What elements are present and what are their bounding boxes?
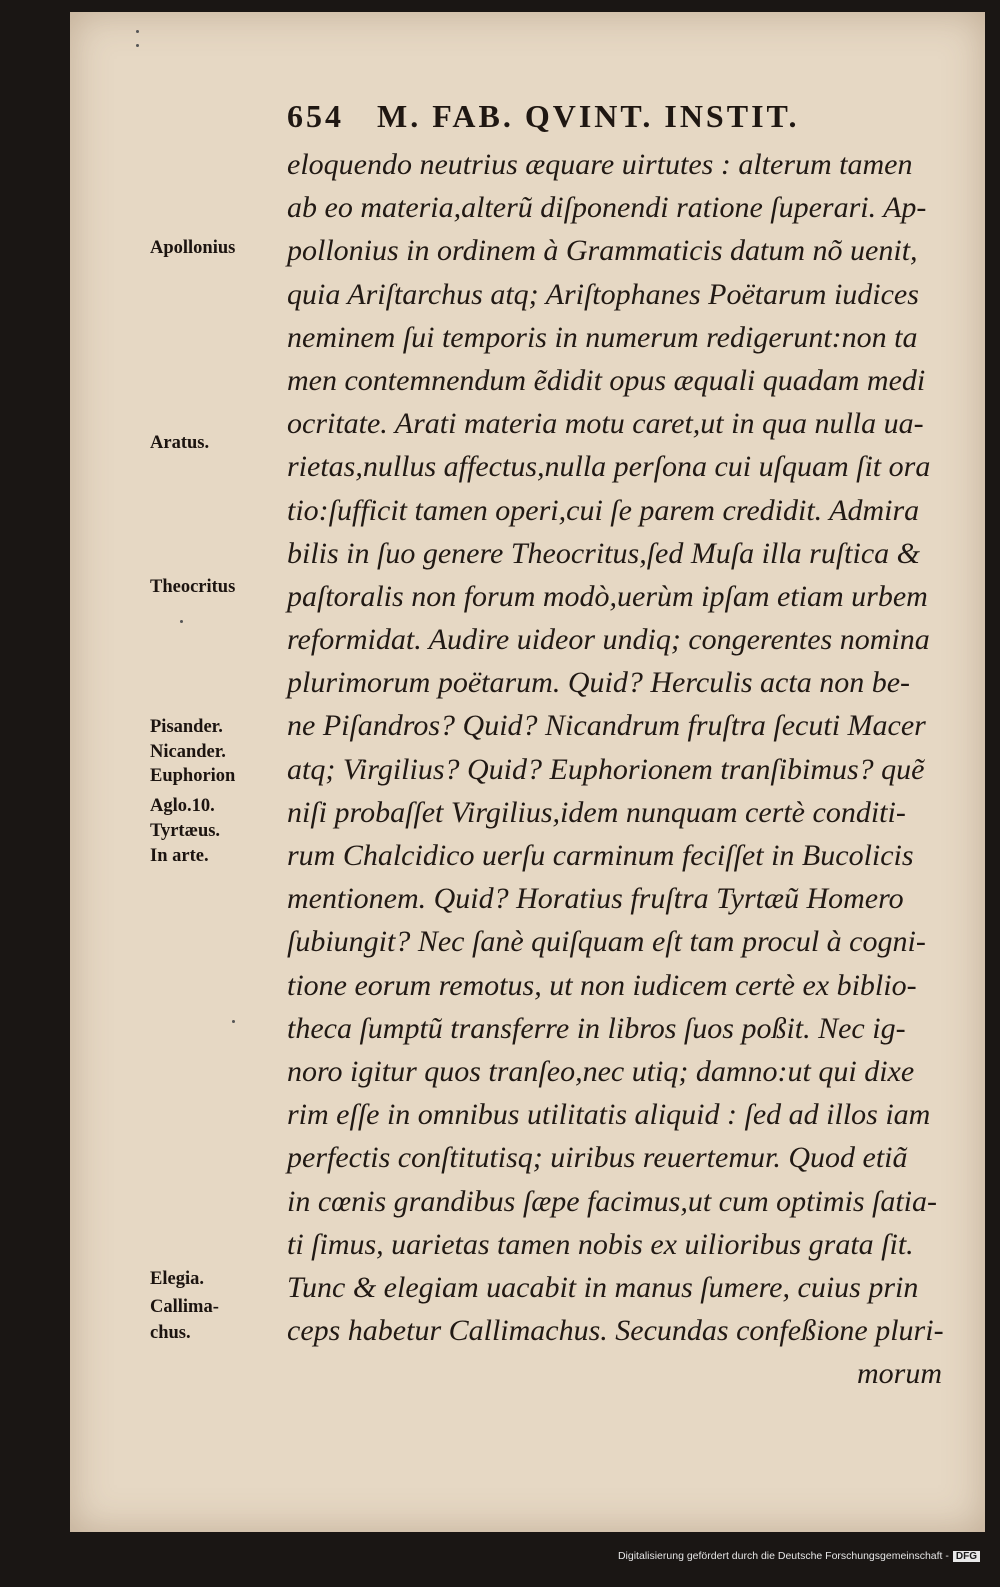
text-line: paſtoralis non forum modò,uerùm ipſam etiam urbem: [287, 579, 928, 613]
text-line: atq; Virgilius? Quid? Euphorionem tranſibimus? quẽ: [287, 752, 925, 786]
text-line: neminem ſui temporis in numerum redigerunt:non ta: [287, 320, 918, 354]
text-line: noro igitur quos tranſeo,nec utiq; damno:ut qui dixe: [287, 1054, 915, 1088]
marginal-note: Nicander.: [150, 742, 226, 762]
catchword: morum: [856, 1357, 942, 1391]
text-line: mentionem. Quid? Horatius fruſtra Tyrtæũ Homero: [287, 882, 904, 916]
text-line: men contemnendum ẽdidit opus æquali quadam medi: [287, 363, 926, 397]
credit-text: Digitalisierung gefördert durch die Deutsche Forschungsgemeinschaft -: [617, 1550, 949, 1562]
text-line: tione eorum remotus, ut non iudicem certè ex biblio-: [287, 968, 917, 1002]
text-line: ceps habetur Callimachus. Secundas confeßione pluri-: [287, 1314, 944, 1348]
text-line: ocritate. Arati materia motu caret,ut in qua nulla ua-: [287, 407, 924, 441]
text-line: rim eſſe in omnibus utilitatis aliquid : ſed ad illos iam: [287, 1098, 931, 1132]
page-number: 654: [287, 98, 344, 134]
text-line: Tunc & elegiam uacabit in manus ſumere, cuius prin: [287, 1270, 919, 1304]
marginal-note: Pisander.: [150, 717, 223, 737]
text-line: perfectis conſtitutisq; uiribus reuertemur. Quod etiã: [287, 1141, 908, 1175]
marginal-note: Callima-: [150, 1297, 219, 1317]
running-title: M. FAB. QVINT. INSTIT.: [377, 98, 800, 134]
text-line: reformidat. Audire uideor undiq; congerentes nomina: [287, 623, 930, 657]
text-line: ti ſimus, uarietas tamen nobis ex uilioribus grata ſit.: [287, 1227, 914, 1261]
digitization-credit: [0, 1550, 980, 1562]
marginal-note: Theocritus: [150, 577, 236, 597]
dfg-logo: DFG: [953, 1551, 980, 1562]
marginal-note: Euphorion: [150, 766, 236, 786]
text-line: ſubiungit? Nec ſanè quiſquam eſt tam procul à cogni-: [287, 925, 926, 959]
main-text-block: [287, 143, 952, 1395]
marginal-note: Aglo.10.: [150, 796, 215, 816]
text-line: ne Piſandros? Quid? Nicandrum fruſtra ſecuti Macer: [287, 709, 926, 743]
running-header: [287, 98, 907, 135]
text-line: rum Chalcidico uerſu carminum feciſſet in Bucolicis: [287, 839, 914, 872]
text-line: ab eo materia,alterũ diſponendi ratione ſuperari. Ap-: [287, 191, 927, 225]
text-line: pollonius in ordinem à Grammaticis datum nõ uenit,: [287, 234, 918, 268]
text-line: in cœnis grandibus ſæpe facimus,ut cum optimis ſatia-: [287, 1184, 937, 1218]
marginal-note: Apollonius: [150, 238, 236, 258]
speck: [232, 1020, 235, 1023]
speck: [136, 30, 139, 33]
text-line: eloquendo neutrius æquare uirtutes : alterum tamen: [287, 148, 913, 181]
text-line: quia Ariſtarchus atq; Ariſtophanes Poëtarum iudices: [287, 277, 919, 311]
marginal-note: chus.: [150, 1323, 191, 1343]
text-line: plurimorum poëtarum. Quid? Herculis acta non be-: [287, 666, 910, 700]
marginal-note: Aratus.: [150, 433, 210, 453]
text-line: theca ſumptũ transferre in libros ſuos poßit. Nec ig-: [287, 1011, 906, 1045]
text-line: niſi probaſſet Virgilius,idem nunquam certè conditi-: [287, 795, 906, 829]
marginal-note: Tyrtæus.: [150, 821, 221, 841]
marginal-note: In arte.: [150, 846, 209, 866]
text-line: rietas,nullus affectus,nulla perſona cui uſquam ſit ora: [287, 450, 931, 484]
text-line: bilis in ſuo genere Theocritus,ſed Muſa illa ruſtica &: [287, 536, 921, 570]
speck: [136, 44, 139, 47]
text-line: tio:ſufficit tamen operi,cui ſe parem credidit. Admira: [287, 493, 920, 527]
speck: [180, 620, 183, 623]
marginal-note: Elegia.: [150, 1269, 204, 1289]
